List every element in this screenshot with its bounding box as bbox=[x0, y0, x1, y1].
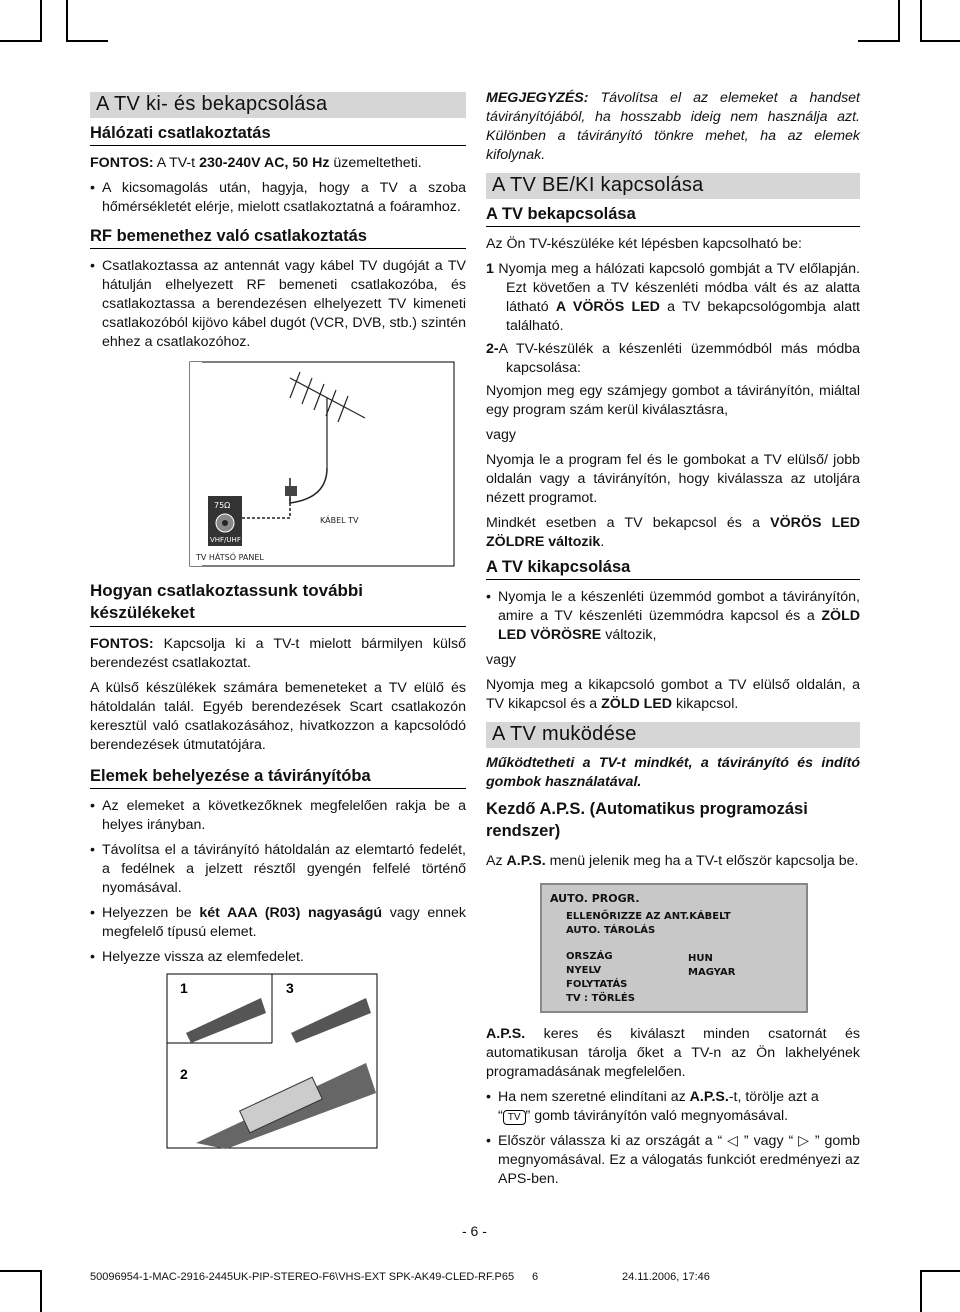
heading-switch-off: A TV kikapcsolása bbox=[486, 558, 860, 580]
bullet-list bbox=[90, 257, 466, 352]
important-label-2: FONTOS: bbox=[90, 636, 154, 652]
vhf-label: VHF/UHF bbox=[210, 536, 241, 544]
offp-a: Nyomja meg a kikapcsoló gombot a TV elülső oldalán, a TV kikapcsol és a bbox=[486, 677, 860, 712]
footer-date: 24.11.2006, 17:46 bbox=[622, 1271, 710, 1283]
aps-desc-bold: A.P.S. bbox=[486, 1026, 526, 1042]
osd-check: ELLENŐRIZZE AZ ANT.KÁBELT bbox=[566, 911, 731, 922]
crop-mark bbox=[920, 40, 960, 42]
step-1-text bbox=[486, 260, 860, 336]
offp-b: kikapcsol. bbox=[672, 696, 739, 712]
section-title-operation: A TV muködése bbox=[486, 722, 860, 748]
crop-mark bbox=[0, 1270, 42, 1272]
or-text-2: vagy bbox=[486, 652, 516, 668]
battery-steps bbox=[90, 797, 466, 967]
aps-list bbox=[486, 1088, 860, 1189]
aps-menu-screenshot bbox=[540, 883, 808, 1013]
section-title-onoff: A TV BE/KI kapcsolása bbox=[486, 173, 860, 199]
crop-mark bbox=[0, 40, 42, 42]
step-1-label: 1 bbox=[180, 980, 188, 996]
page-number: - 6 - bbox=[462, 1223, 487, 1239]
note-text: Távolítsa el az elemeket a handset távirányítójából, ha hosszabb ideig nem használja azt. Különben a távirányító tönkre mehet, ha az elemek kifolynak. bbox=[486, 90, 860, 163]
heading-batteries: Elemek behelyezése a távirányítóba bbox=[90, 767, 466, 789]
aps-b1-bold: A.P.S. bbox=[689, 1089, 729, 1105]
important-label: FONTOS: bbox=[90, 155, 154, 171]
aps-desc-text: keres és kiválaszt minden csatornát és automatikusan tárolja őket a TV-n az Ön lakhelyének programadásának megfelelően. bbox=[486, 1026, 860, 1080]
aps-b1-b: -t, törölje azt a bbox=[728, 1089, 819, 1105]
step-2-num: 2- bbox=[486, 341, 499, 357]
right-column bbox=[486, 89, 860, 1195]
osd-hun: HUN bbox=[688, 953, 713, 964]
section-title: A TV ki- és bekapcsolása bbox=[90, 92, 466, 118]
crop-mark bbox=[920, 1270, 922, 1312]
osd-lang: NYELV bbox=[566, 965, 602, 976]
left-column bbox=[90, 92, 466, 1159]
aps-b1-c: gomb távirányítón való megnyomásával. bbox=[530, 1108, 789, 1124]
heading-rf: RF bemenethez való csatlakoztatás bbox=[90, 227, 466, 249]
step-2-label: 2 bbox=[180, 1066, 188, 1082]
aps-bullet-2: • Először válassza ki az országát a “ ◁ ” vagy “ ▷ ” gomb megnyomásával. Ez a válogatás funkciót eredményezi az APS-ben. bbox=[486, 1132, 860, 1189]
important-note bbox=[90, 154, 466, 173]
crop-mark bbox=[66, 40, 108, 42]
aps-bullet-1: • Ha nem szeretné elindítani az A.P.S.-t, törölje azt a “ TV ” gomb távirányítón való megnyomásával. bbox=[486, 1088, 860, 1126]
battery-step-1: • Az elemeket a következőknek megfelelően rakja be a helyes irányban. bbox=[90, 797, 466, 835]
aps-intro-a: Az bbox=[486, 853, 507, 869]
step-2-text bbox=[486, 340, 860, 378]
step-1-b: a TV bekapcsológombja alatt található. bbox=[506, 299, 860, 334]
step-1-num: 1 bbox=[486, 261, 494, 277]
antenna-icon bbox=[290, 372, 365, 468]
osd-title: AUTO. PROGR. bbox=[550, 892, 640, 905]
crop-mark bbox=[920, 1270, 960, 1272]
off-led: ZÖLD LED VÖRÖSRE bbox=[498, 608, 860, 643]
offp-led: ZÖLD LED bbox=[601, 696, 673, 712]
note-label: MEGJEGYZÉS: bbox=[486, 90, 589, 106]
crop-mark bbox=[40, 0, 42, 42]
aps-intro bbox=[486, 852, 860, 871]
operation-note: Működtetheti a TV-t mindkét, a távirányító és indító gombok használatával. bbox=[486, 755, 860, 790]
aps-intro-b: menü jelenik meg ha a TV-t először kapcsolja be. bbox=[545, 853, 859, 869]
step-1-a: Nyomja meg a hálózati kapcsoló gombját a TV előlapján. Ezt követően a TV készenléti módba vált és az alatta látható bbox=[493, 261, 860, 315]
off-a: Nyomja le a készenléti üzemmód gombot a távirányítón, amire a TV készenléti üzemmódra kapcsol és a bbox=[498, 589, 860, 624]
ohm-label: 75Ω bbox=[214, 501, 231, 510]
off-list bbox=[486, 588, 860, 645]
step-2-a: A TV-készülék a készenléti üzemmódból más módba kapcsolása: bbox=[498, 341, 860, 376]
tv-button-icon: TV bbox=[503, 1110, 526, 1125]
battery-step-3b: vagy ennek megfelelő típusú elemet. bbox=[102, 905, 467, 940]
or-text-1: vagy bbox=[486, 427, 516, 443]
antenna-figure bbox=[90, 358, 466, 570]
battery-step-4: • Helyezze vissza az elemfedelet. bbox=[90, 948, 466, 967]
off-b: változik, bbox=[601, 627, 657, 643]
osd-store: AUTO. TÁROLÁS bbox=[566, 925, 656, 936]
crop-mark bbox=[858, 40, 900, 42]
heading-aps: Kezdő A.P.S. (Automatikus programozási rendszer) bbox=[486, 800, 808, 840]
important-tail: üzemeltetheti. bbox=[329, 155, 422, 171]
voltage-value: 230-240V AC, 50 Hz bbox=[199, 155, 330, 171]
footer-file: 50096954-1-MAC-2916-2445UK-PIP-STEREO-F6\VHS-EXT SPK-AK49-CLED-RF.P65 bbox=[90, 1271, 515, 1283]
aps-intro-bold: A.P.S. bbox=[506, 853, 546, 869]
battery-step-3 bbox=[90, 904, 466, 942]
bullet-list bbox=[90, 179, 466, 217]
battery-step-3a: Helyezzen be bbox=[102, 905, 200, 921]
aps-description bbox=[486, 1025, 860, 1082]
note bbox=[486, 89, 860, 165]
footer-page: 6 bbox=[532, 1271, 539, 1283]
both-a: Mindkét esetben a TV bekapcsol és a bbox=[486, 515, 771, 531]
panel-label: TV HÁTSÓ PANEL bbox=[196, 553, 264, 562]
two-step-text: Az Ön TV-készüléke két lépésben kapcsolható be: bbox=[486, 236, 802, 252]
crop-mark bbox=[898, 0, 900, 42]
aps-b1-a: Ha nem szeretné elindítani az bbox=[498, 1089, 690, 1105]
important-text: A TV-t bbox=[153, 155, 200, 171]
red-led-label: A VÖRÖS LED bbox=[555, 299, 660, 315]
heading-network: Hálózati csatlakoztatás bbox=[90, 124, 466, 146]
external-inputs-text: A külső készülékek számára bemeneteket a TV elülő és hátoldalán talál. Egyéb berendezések Scart csatlakozón keresztül való csatlakozásához, hivatkozzon a kapcsolódó berendezések útmutatójára. bbox=[90, 680, 466, 753]
important-note-2 bbox=[90, 635, 466, 673]
important-text-2: Kapcsolja ki a TV-t mielott bármilyen külső berendezést csatlakoztat. bbox=[90, 636, 466, 671]
antenna-diagram bbox=[90, 358, 466, 570]
osd-country: ORSZÁG bbox=[566, 951, 613, 962]
battery-type: két AAA (R03) nagyaságú bbox=[199, 905, 383, 921]
led-change-label: VÖRÖS LED ZÖLDRE változik bbox=[486, 515, 861, 550]
crop-mark bbox=[40, 1270, 42, 1312]
both-b: . bbox=[600, 534, 605, 550]
crop-mark bbox=[66, 0, 68, 42]
crop-mark bbox=[920, 0, 922, 42]
press-number-text: Nyomjon meg egy számjegy gombot a távirányítón, miáltal egy program szám kerül kiválasztásra, bbox=[486, 383, 860, 418]
battery-step-2: • Távolítsa el a távirányító hátoldalán az elemtartó fedelét, a fedélnek a jelzett résztől gyengén felfelé történő nyomásával. bbox=[90, 841, 466, 898]
both-cases-text bbox=[486, 514, 860, 552]
remote-illustration bbox=[166, 973, 378, 1149]
bullet-rf: • Csatlakoztassa az antennát vagy kábel TV dugóját a TV hátulján elhelyezett RF bemeneti csatlakozóba, és csatlakoztassa a berendezésen elhelyezett TV kimeneti csatlakozóból kijövo kábel dugót (VCR, DVB, stb.) szintén ehhez a csatlakozóhoz. bbox=[90, 257, 466, 352]
heading-other-devices: Hogyan csatlakoztassunk további készülékeket bbox=[90, 580, 466, 627]
osd-delete: TV : TÖRLÉS bbox=[566, 993, 635, 1004]
off-button-text bbox=[486, 676, 860, 714]
press-program-text: Nyomja le a program fel és le gombokat a TV elülső/ jobb oldalán vagy a távirányítón, hogy kiválassza az utoljára nézett programot. bbox=[486, 452, 860, 506]
step-3-label: 3 bbox=[286, 980, 294, 996]
bullet-unpack: • A kicsomagolás után, hagyja, hogy a TV a szoba hőmérsékletét elérje, mielott csatlakoztatná a foáramhoz. bbox=[90, 179, 466, 217]
off-bullet bbox=[486, 588, 860, 645]
osd-teletext: FOLYTATÁS bbox=[566, 979, 628, 990]
heading-switch-on: A TV bekapcsolása bbox=[486, 205, 860, 227]
remote-battery-figure bbox=[166, 973, 378, 1149]
osd-magyar: MAGYAR bbox=[688, 967, 736, 978]
cable-label: KÁBEL TV bbox=[320, 516, 359, 525]
